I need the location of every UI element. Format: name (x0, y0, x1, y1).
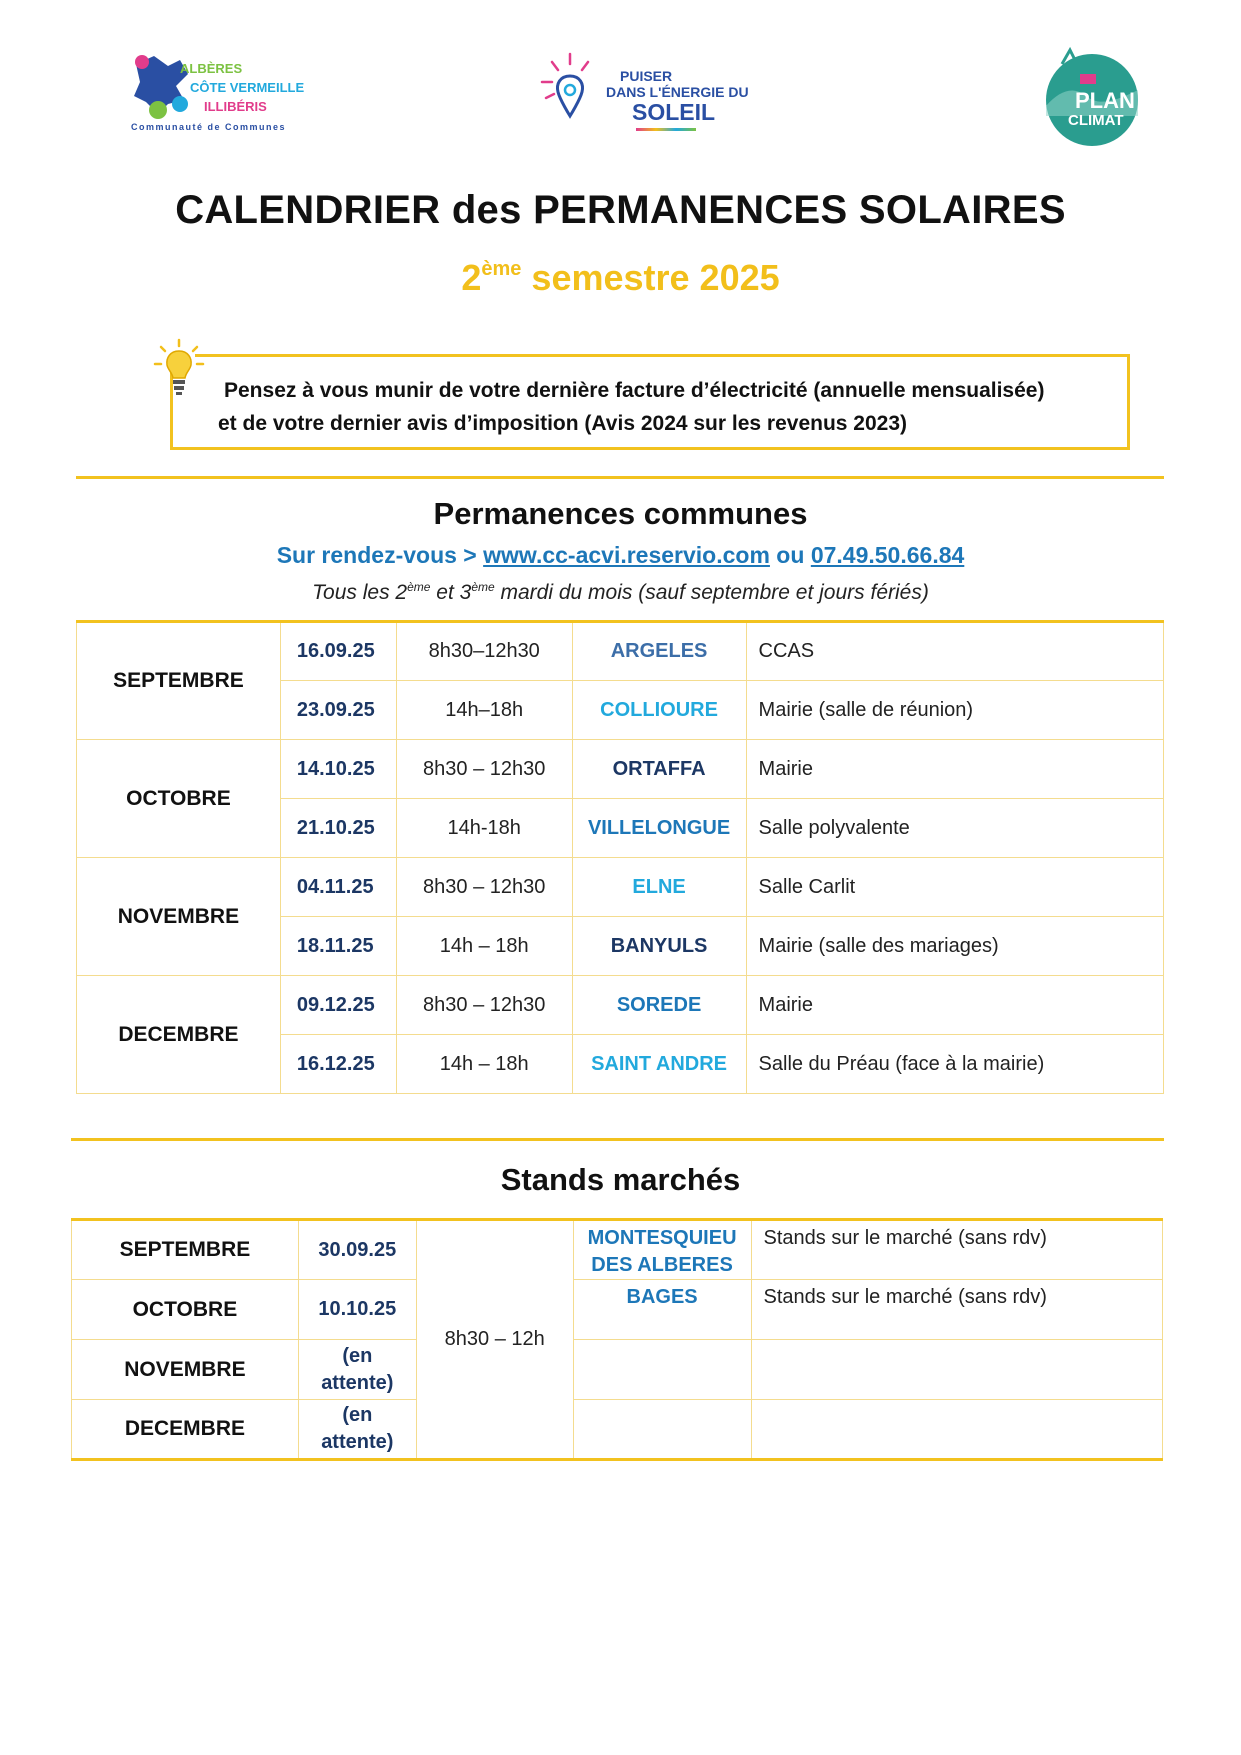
acvi-line1: ALBÈRES (180, 61, 243, 76)
time-cell: 14h-18h (396, 799, 572, 858)
town-cell: COLLIOURE (572, 681, 746, 740)
stand-town-cell (573, 1400, 751, 1460)
place-cell: CCAS (746, 622, 1163, 681)
acvi-line3: ILLIBÉRIS (204, 99, 267, 114)
place-cell: Mairie (salle des mariages) (746, 917, 1163, 976)
stand-town-line1: MONTESQUIEU (587, 1227, 737, 1249)
place-cell: Mairie (746, 740, 1163, 799)
stand-town-cell (573, 1280, 751, 1340)
stand-date-cell: (en attente) (298, 1340, 416, 1400)
logo-soleil (540, 50, 750, 132)
time-cell: 14h – 18h (396, 917, 572, 976)
town-cell: ARGELES (572, 622, 746, 681)
stand-date-cell: 10.10.25 (298, 1280, 416, 1340)
date-cell: 18.11.25 (280, 917, 396, 976)
date-cell: 23.09.25 (280, 681, 396, 740)
date-cell: 09.12.25 (280, 976, 396, 1035)
logo-acvi (128, 52, 308, 134)
time-cell: 8h30 – 12h30 (396, 976, 572, 1035)
town-cell: ORTAFFA (572, 740, 746, 799)
time-cell: 8h30–12h30 (396, 622, 572, 681)
stand-month-cell: OCTOBRE (72, 1280, 299, 1340)
note-part-b: et 3 (430, 581, 472, 604)
time-cell: 14h–18h (396, 681, 572, 740)
stand-town-line2: DES ALBERES (591, 1254, 733, 1276)
stand-month-cell: DECEMBRE (72, 1400, 299, 1460)
stand-town-cell (573, 1340, 751, 1400)
time-cell: 14h – 18h (396, 1035, 572, 1094)
town-cell: SOREDE (572, 976, 746, 1035)
phone-link[interactable]: 07.49.50.66.84 (810, 542, 965, 568)
logo-plan-climat (1040, 46, 1140, 150)
date-cell: 21.10.25 (280, 799, 396, 858)
schedule-note (0, 580, 1241, 605)
rdv-or: ou (769, 542, 811, 568)
month-cell: OCTOBRE (77, 740, 281, 858)
table-row (72, 1280, 1163, 1340)
table-row (72, 1400, 1163, 1460)
soleil-line1: PUISER (620, 68, 673, 84)
town-cell: VILLELONGUE (572, 799, 746, 858)
sun-pin-icon (540, 50, 600, 125)
stand-town-line1: BAGES (626, 1286, 698, 1308)
month-cell: NOVEMBRE (77, 858, 281, 976)
lightbulb-icon (153, 338, 205, 400)
notice-line2: et de votre dernier avis d’imposition (Avis 2024 sur les revenus 2023) (218, 412, 908, 435)
plan-line2: CLIMAT (1068, 112, 1124, 129)
acvi-line2: CÔTE VERMEILLE (190, 80, 305, 95)
month-cell: DECEMBRE (77, 976, 281, 1094)
stand-month-cell: SEPTEMBRE (72, 1220, 299, 1280)
stand-place-cell (751, 1400, 1162, 1460)
place-cell: Mairie (salle de réunion) (746, 681, 1163, 740)
date-cell: 16.09.25 (280, 622, 396, 681)
notice-line1: Pensez à vous munir de votre dernière facture d’électricité (annuelle mensualisée) (224, 379, 1045, 402)
table-row (72, 1220, 1163, 1280)
subtitle-text: semestre 2025 (521, 257, 780, 298)
date-cell: 14.10.25 (280, 740, 396, 799)
soleil-line2: DANS L'ÉNERGIE DU (606, 84, 749, 100)
note-sup2: ème (471, 580, 495, 594)
stand-month-cell: NOVEMBRE (72, 1340, 299, 1400)
rdv-line (0, 542, 1241, 569)
plan-line1: PLAN (1075, 88, 1135, 113)
notice-box-topline (195, 354, 1130, 357)
table-row (77, 858, 1164, 917)
stand-town-cell (573, 1220, 751, 1280)
stands-table (71, 1218, 1163, 1461)
acvi-line4: Communauté de Communes (131, 122, 287, 132)
soleil-underline (636, 128, 696, 131)
divider-1 (76, 476, 1164, 479)
divider-2 (71, 1138, 1164, 1141)
table-row (77, 976, 1164, 1035)
page-title: CALENDRIER des PERMANENCES SOLAIRES (175, 188, 1066, 232)
month-cell: SEPTEMBRE (77, 622, 281, 740)
subtitle-sup: ème (481, 258, 522, 280)
table-row (77, 622, 1164, 681)
note-sup1: ème (407, 580, 431, 594)
subtitle-number: 2 (461, 257, 482, 298)
note-part-c: mardi du mois (sauf septembre et jours fériés) (494, 581, 929, 604)
town-cell: ELNE (572, 858, 746, 917)
place-cell: Salle polyvalente (746, 799, 1163, 858)
time-cell: 8h30 – 12h30 (396, 740, 572, 799)
time-cell: 8h30 – 12h30 (396, 858, 572, 917)
soleil-line3: SOLEIL (632, 99, 716, 125)
rdv-prefix: Sur rendez-vous > (276, 542, 484, 568)
town-cell: SAINT ANDRE (572, 1035, 746, 1094)
permanences-title: Permanences communes (433, 496, 808, 531)
permanences-table (76, 620, 1164, 1094)
stand-date-cell: 30.09.25 (298, 1220, 416, 1280)
stand-date-cell: (en attente) (298, 1400, 416, 1460)
note-part-a: Tous les 2 (312, 581, 408, 604)
town-cell: BANYULS (572, 917, 746, 976)
stand-place-cell: Stands sur le marché (sans rdv) (751, 1220, 1162, 1280)
place-cell: Salle du Préau (face à la mairie) (746, 1035, 1163, 1094)
page-subtitle (0, 257, 1241, 299)
date-cell: 16.12.25 (280, 1035, 396, 1094)
date-cell: 04.11.25 (280, 858, 396, 917)
table-row (77, 740, 1164, 799)
stand-place-cell (751, 1340, 1162, 1400)
place-cell: Mairie (746, 976, 1163, 1035)
place-cell: Salle Carlit (746, 858, 1163, 917)
notice-text (218, 374, 1118, 440)
stands-title: Stands marchés (500, 1162, 741, 1197)
stand-time-cell: 8h30 – 12h (416, 1220, 573, 1460)
reservio-link[interactable]: www.cc-acvi.reservio.com (483, 542, 770, 568)
stand-place-cell: Stands sur le marché (sans rdv) (751, 1280, 1162, 1340)
table-row (72, 1340, 1163, 1400)
